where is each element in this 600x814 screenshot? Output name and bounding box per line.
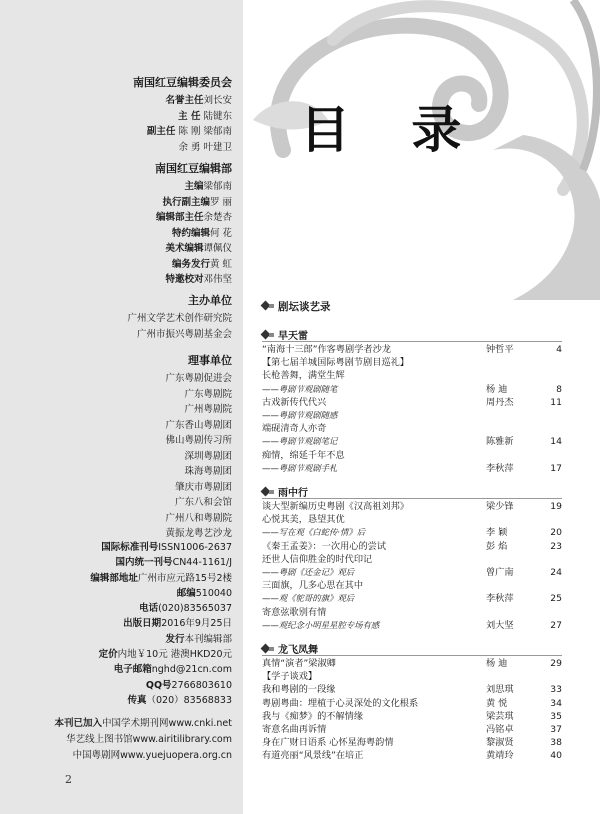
entry-title: 痴情，绵延千年不息 bbox=[262, 449, 345, 461]
toc-entry[interactable] bbox=[262, 396, 562, 422]
entry-title: 【第七届羊城国际粤剧节剧目巡礼】 bbox=[262, 357, 409, 369]
entry-page: 27 bbox=[550, 619, 562, 631]
board-row bbox=[133, 109, 232, 125]
entry-title: 还世人信仰胜金的时代印记 bbox=[262, 553, 373, 565]
section-heading bbox=[262, 328, 562, 342]
editor-role: 编辑部主任 bbox=[155, 212, 204, 223]
council-item: 广州八和粤剧院 bbox=[165, 512, 232, 524]
council-item: 佛山粤剧传习所 bbox=[165, 435, 232, 446]
council-item: 广东粤剧促进会 bbox=[165, 373, 232, 384]
entry-subtitle: ——粤剧节观剧手札 bbox=[262, 462, 338, 473]
host-organizations bbox=[127, 292, 232, 342]
link-text: 中国学术期刊网www.cnki.net bbox=[102, 718, 232, 729]
host-item: 广州文学艺术创作研究院 bbox=[127, 313, 232, 324]
link-prefix: 本刊已加入 bbox=[54, 718, 103, 729]
council-item: 广东八和会馆 bbox=[174, 497, 232, 508]
pubinfo-row bbox=[90, 601, 232, 616]
entry-title: 三面旗，几多心思在其中 bbox=[262, 580, 364, 592]
pubinfo-key: 电话 bbox=[139, 603, 159, 615]
council-item: 肇庆市粤剧团 bbox=[174, 481, 232, 493]
editor-name: 邓伟坚 bbox=[203, 274, 232, 285]
entry-subtitle: ——粤剧节观剧随感 bbox=[262, 410, 338, 421]
entry-page: 37 bbox=[550, 724, 562, 736]
host-organizations-title: 主办单位 bbox=[188, 294, 232, 307]
entry-title: 真情“演者”梁淑卿 bbox=[262, 658, 336, 670]
toc-section bbox=[262, 485, 562, 632]
entry-title: 寄意名曲再诉情 bbox=[262, 724, 327, 736]
editorial-board bbox=[133, 74, 232, 155]
entry-title: 谈大型新编历史粤剧《汉高祖刘邦》 bbox=[262, 501, 409, 513]
pubinfo-key: 发行 bbox=[165, 633, 185, 645]
table-of-contents bbox=[262, 298, 562, 773]
board-name: 余 勇 叶建卫 bbox=[178, 141, 232, 153]
entry-title: 寄意弦歌别有情 bbox=[262, 606, 327, 618]
toc-entry[interactable] bbox=[262, 579, 562, 605]
editor-role: 主编 bbox=[184, 181, 204, 192]
entry-subtitle: ——写在观《白蛇传·情》后 bbox=[262, 527, 366, 538]
entry-page: 23 bbox=[550, 540, 562, 552]
entry-title: 我与《痴梦》的不解情缘 bbox=[262, 710, 364, 722]
forum-heading bbox=[262, 298, 562, 314]
editor-row bbox=[155, 257, 232, 273]
entry-subtitle: ——观《鸵哥的旗》观后 bbox=[262, 593, 355, 604]
pubinfo-value: 2016年9月25日 bbox=[161, 618, 232, 630]
section-heading bbox=[262, 485, 562, 499]
entry-author: 刘思琪 bbox=[486, 684, 514, 696]
toc-entry[interactable] bbox=[262, 540, 562, 553]
toc-subheading bbox=[262, 670, 562, 683]
board-row bbox=[133, 124, 232, 140]
page-title: 目 录 bbox=[300, 101, 484, 159]
entry-author: 刘大坚 bbox=[486, 619, 514, 631]
editor-row bbox=[155, 179, 232, 195]
entry-author: 黎淑贤 bbox=[486, 737, 514, 749]
publication-info bbox=[90, 540, 232, 708]
toc-entry[interactable] bbox=[262, 343, 562, 356]
editor-row bbox=[155, 210, 232, 226]
toc-entry[interactable] bbox=[262, 723, 562, 736]
section-heading-text: 早天雷 bbox=[278, 331, 308, 342]
pubinfo-value: 本刊编辑部 bbox=[184, 633, 232, 645]
toc-entry[interactable] bbox=[262, 683, 562, 696]
council-item: 广东粤剧院 bbox=[184, 388, 232, 400]
pubinfo-row bbox=[90, 540, 232, 555]
editor-role: 编务发行 bbox=[171, 258, 210, 270]
pubinfo-key: 邮编 bbox=[176, 587, 196, 599]
toc-entry[interactable] bbox=[262, 422, 562, 448]
board-role: 主 任 bbox=[178, 110, 201, 122]
entry-title: 《秦王孟姜》：一次用心的尝试 bbox=[262, 540, 387, 552]
council-item: 广东香山粤剧团 bbox=[165, 419, 232, 431]
pubinfo-value: 2766803610 bbox=[171, 679, 232, 691]
pubinfo-row bbox=[90, 571, 232, 586]
council-item: 珠海粤剧团 bbox=[184, 466, 232, 477]
entry-author: 彭 焰 bbox=[486, 540, 508, 552]
editorial-board-title: 南国红豆编辑委员会 bbox=[133, 76, 232, 89]
ornament-icon bbox=[262, 487, 275, 497]
board-name: 陈 刚 梁郁南 bbox=[178, 126, 232, 137]
board-role: 副主任 bbox=[146, 126, 176, 137]
toc-section bbox=[262, 328, 562, 475]
pubinfo-key: 传真 bbox=[127, 694, 147, 706]
editorial-department-title: 南国红豆编辑部 bbox=[155, 162, 232, 175]
entry-page: 24 bbox=[550, 567, 562, 579]
ornament-icon bbox=[262, 644, 275, 654]
masthead-column bbox=[0, 0, 243, 814]
entry-author: 杨 迪 bbox=[486, 658, 508, 670]
link-text: 华艺线上图书馆www.airitilibrary.com bbox=[66, 734, 232, 745]
board-row bbox=[133, 93, 232, 109]
pubinfo-row bbox=[90, 678, 232, 693]
entry-subtitle: ——粤剧《还金记》观后 bbox=[262, 567, 355, 578]
entry-page: 20 bbox=[550, 527, 562, 539]
pubinfo-value: (020)83565037 bbox=[158, 603, 232, 615]
editor-name: 余楚杏 bbox=[203, 212, 232, 223]
editor-name: 梁郁南 bbox=[203, 181, 232, 192]
entry-author: 黄 悦 bbox=[486, 697, 508, 709]
link-text: 中国粤剧网www.yuejuopera.org.cn bbox=[72, 750, 232, 761]
editor-name: 何 花 bbox=[209, 227, 232, 239]
entry-page: 29 bbox=[550, 658, 562, 670]
entry-author: 梁少锋 bbox=[486, 501, 514, 513]
entry-author: 冯铭卓 bbox=[486, 724, 514, 736]
pubinfo-key: 电子邮箱 bbox=[113, 664, 152, 676]
editor-role: 特邀校对 bbox=[165, 274, 204, 285]
entry-page: 25 bbox=[550, 593, 562, 605]
editor-role: 特约编辑 bbox=[171, 227, 210, 239]
pubinfo-value: 510040 bbox=[195, 587, 232, 599]
toc-entry[interactable] bbox=[262, 606, 562, 632]
entry-page: 19 bbox=[550, 501, 562, 513]
editor-role: 美术编辑 bbox=[165, 243, 204, 254]
toc-entry[interactable] bbox=[262, 449, 562, 475]
toc-entry[interactable] bbox=[262, 657, 562, 670]
entry-title: 长枪善舞，满堂生辉 bbox=[262, 370, 345, 382]
entry-page: 35 bbox=[550, 710, 562, 722]
editor-row bbox=[155, 272, 232, 288]
forum-heading-text: 剧坛谈艺录 bbox=[278, 300, 331, 313]
section-heading-text: 龙飞凤舞 bbox=[278, 645, 318, 657]
toc-entry[interactable] bbox=[262, 369, 562, 395]
council-members bbox=[165, 352, 232, 542]
pubinfo-key: QQ号 bbox=[145, 679, 172, 691]
pubinfo-value: 广州市应元路15号2楼 bbox=[137, 572, 232, 584]
entry-author: 黄靖玲 bbox=[486, 750, 514, 762]
entry-author: 曾广南 bbox=[486, 567, 514, 579]
entry-author: 陈雅新 bbox=[486, 436, 514, 448]
pubinfo-key: 国内统一刊号 bbox=[115, 557, 173, 569]
link-row bbox=[55, 748, 232, 764]
entry-page: 40 bbox=[550, 750, 562, 762]
entry-title: 【学子谈戏】 bbox=[262, 671, 318, 683]
entry-page: 14 bbox=[550, 436, 562, 448]
pubinfo-value: ISSN1006-2637 bbox=[158, 542, 232, 553]
ornament-icon bbox=[262, 330, 275, 340]
entry-author: 李秋萍 bbox=[486, 593, 514, 605]
editor-row bbox=[155, 241, 232, 257]
entry-title: 粤剧粤曲：埋植于心灵深处的文化根系 bbox=[262, 697, 419, 709]
toc-subheading bbox=[262, 356, 562, 369]
entry-author: 李秋萍 bbox=[486, 462, 514, 474]
editorial-department bbox=[155, 160, 232, 288]
toc-entry[interactable] bbox=[262, 553, 562, 579]
entry-title: 身在广财日语系 心怀星海粤韵情 bbox=[262, 737, 394, 749]
entry-page: 33 bbox=[550, 684, 562, 696]
entry-author: 梁芸琪 bbox=[486, 710, 514, 722]
entry-author: 李 颖 bbox=[486, 527, 508, 539]
pubinfo-row bbox=[90, 693, 232, 708]
council-item: 深圳粤剧团 bbox=[184, 450, 232, 462]
council-members-title: 理事单位 bbox=[188, 354, 232, 367]
entry-author: 周丹杰 bbox=[486, 396, 514, 408]
entry-title: 我和粤剧的一段缘 bbox=[262, 684, 336, 696]
entry-subtitle: ——粤剧节观剧笔记 bbox=[262, 436, 338, 447]
toc-entry[interactable] bbox=[262, 710, 562, 723]
ornament-icon bbox=[262, 301, 275, 311]
toc-entry[interactable] bbox=[262, 500, 562, 513]
entry-title: “南海十三郎”作客粤剧学者沙龙 bbox=[262, 344, 391, 355]
link-row bbox=[55, 716, 232, 732]
editor-role: 执行副主编 bbox=[162, 196, 210, 208]
council-item: 广州粤剧院 bbox=[184, 404, 232, 415]
entry-page: 8 bbox=[556, 383, 562, 395]
entry-subtitle: ——粤剧节观剧随笔 bbox=[262, 383, 338, 394]
link-row bbox=[55, 732, 232, 748]
editor-name: 谭佩仪 bbox=[203, 243, 232, 254]
toc-entry[interactable] bbox=[262, 749, 562, 762]
council-item: 黄振龙粤艺沙龙 bbox=[165, 528, 232, 539]
pubinfo-key: 出版日期 bbox=[123, 618, 162, 630]
entry-page: 4 bbox=[556, 344, 562, 355]
entry-subtitle: ——观纪念小明星星腔专场有感 bbox=[262, 619, 380, 630]
board-row bbox=[133, 140, 232, 156]
entry-title: 有道亮丽“风景线”在培正 bbox=[262, 750, 364, 762]
entry-author: 钟哲平 bbox=[486, 344, 514, 355]
editor-row bbox=[155, 195, 232, 211]
pubinfo-value: nghd@21cn.com bbox=[151, 664, 232, 676]
editor-row bbox=[155, 226, 232, 242]
pubinfo-value: （020）83568833 bbox=[146, 694, 232, 706]
toc-entry[interactable] bbox=[262, 697, 562, 710]
entry-title: 心悦其美，恳望其优 bbox=[262, 514, 345, 526]
entry-title: 端砚清奇人亦奇 bbox=[262, 423, 327, 435]
pubinfo-value: 内地￥10元 港澳HKD20元 bbox=[117, 649, 232, 661]
section-heading bbox=[262, 642, 562, 656]
entry-title: 古戏新传代代兴 bbox=[262, 396, 327, 408]
pubinfo-key: 定价 bbox=[98, 649, 118, 661]
pubinfo-row bbox=[90, 555, 232, 570]
editor-name: 罗 丽 bbox=[209, 196, 232, 208]
board-name: 刘长安 bbox=[203, 95, 232, 106]
pubinfo-value: CN44-1161/J bbox=[172, 557, 232, 569]
pubinfo-row bbox=[90, 662, 232, 677]
toc-entry[interactable] bbox=[262, 736, 562, 749]
toc-entry[interactable] bbox=[262, 513, 562, 539]
pubinfo-key: 编辑部地址 bbox=[90, 572, 138, 584]
editor-name: 黄 虹 bbox=[209, 258, 232, 270]
board-name: 陆键东 bbox=[203, 110, 232, 122]
entry-page: 34 bbox=[550, 697, 562, 709]
pubinfo-row bbox=[90, 586, 232, 601]
toc-section bbox=[262, 642, 562, 763]
entry-page: 17 bbox=[550, 462, 562, 474]
page-number: 2 bbox=[65, 773, 72, 786]
pubinfo-row bbox=[90, 647, 232, 662]
host-item: 广州市振兴粤剧基金会 bbox=[136, 328, 232, 340]
entry-page: 11 bbox=[550, 396, 562, 408]
entry-page: 38 bbox=[550, 737, 562, 749]
pubinfo-row bbox=[90, 632, 232, 647]
entry-author: 杨 迪 bbox=[486, 383, 508, 395]
pubinfo-row bbox=[90, 616, 232, 631]
pubinfo-key: 国际标准刊号 bbox=[101, 542, 159, 553]
database-links bbox=[55, 716, 232, 764]
section-heading-text: 雨中行 bbox=[278, 488, 308, 500]
board-role: 名誉主任 bbox=[165, 95, 204, 106]
